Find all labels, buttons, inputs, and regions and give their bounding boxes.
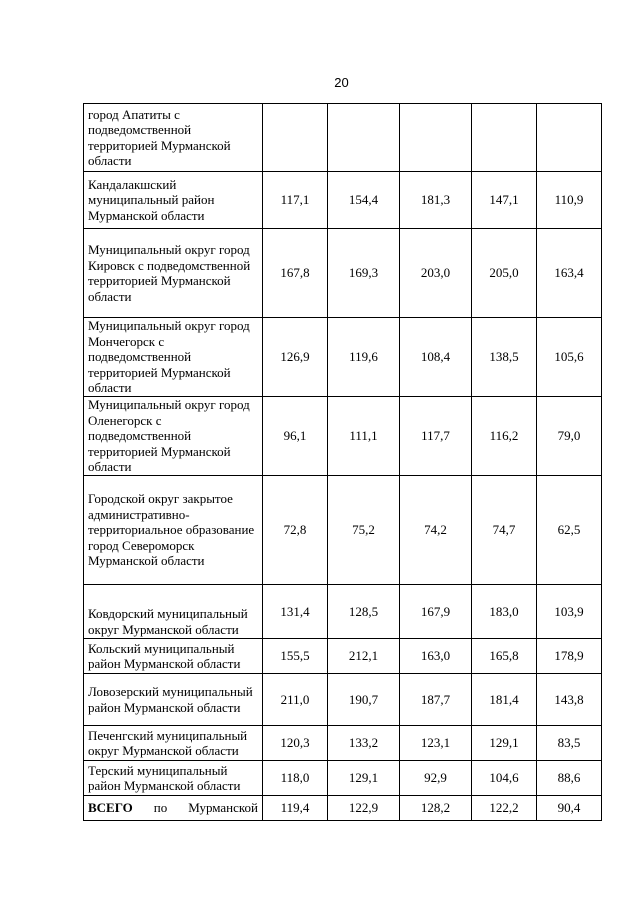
value-cell: 96,1 <box>263 397 328 476</box>
value-cell <box>400 104 472 172</box>
table-row <box>84 761 602 796</box>
value-cell: 129,1 <box>328 761 400 796</box>
region-name-cell: Муниципальный округ город Оленегорск с подведомственной территорией Мурманской области <box>84 397 263 476</box>
total-label-end: Мурманской <box>188 800 258 816</box>
value-cell: 183,0 <box>472 585 537 639</box>
value-cell: 120,3 <box>263 726 328 761</box>
table-row <box>84 476 602 585</box>
region-name-cell: Кольский муниципальный район Мурманской области <box>84 639 263 674</box>
value-cell: 117,1 <box>263 172 328 229</box>
value-cell: 92,9 <box>400 761 472 796</box>
region-name-cell: Муниципальный округ город Кировск с подведомственной территорией Мурманской области <box>84 229 263 318</box>
total-label-mid: по <box>153 800 168 816</box>
value-cell: 147,1 <box>472 172 537 229</box>
table-row <box>84 104 602 172</box>
value-cell <box>263 104 328 172</box>
value-cell: 126,9 <box>263 318 328 397</box>
value-cell: 187,7 <box>400 674 472 726</box>
value-cell: 131,4 <box>263 585 328 639</box>
value-cell: 155,5 <box>263 639 328 674</box>
value-cell <box>328 104 400 172</box>
region-name-cell: город Апатиты с подведомственной территорией Мурманской области <box>84 104 263 172</box>
value-cell: 165,8 <box>472 639 537 674</box>
value-cell: 118,0 <box>263 761 328 796</box>
table-row <box>84 585 602 639</box>
value-cell: 119,6 <box>328 318 400 397</box>
total-label-bold: ВСЕГО <box>88 800 133 816</box>
value-cell: 128,5 <box>328 585 400 639</box>
region-name-cell: Кандалакшский муниципальный район Мурманской области <box>84 172 263 229</box>
table-row <box>84 674 602 726</box>
value-cell: 190,7 <box>328 674 400 726</box>
value-cell: 116,2 <box>472 397 537 476</box>
value-cell: 123,1 <box>400 726 472 761</box>
total-value-cell: 128,2 <box>400 796 472 821</box>
value-cell: 74,7 <box>472 476 537 585</box>
total-value-cell: 119,4 <box>263 796 328 821</box>
data-table <box>83 103 602 821</box>
value-cell: 75,2 <box>328 476 400 585</box>
table-row <box>84 229 602 318</box>
total-value-cell: 122,9 <box>328 796 400 821</box>
value-cell: 203,0 <box>400 229 472 318</box>
region-name-cell: Печенгский муниципальный округ Мурманской области <box>84 726 263 761</box>
region-name-cell: Ковдорский муниципальный округ Мурманской области <box>84 585 263 639</box>
table-row <box>84 172 602 229</box>
value-cell: 108,4 <box>400 318 472 397</box>
value-cell: 129,1 <box>472 726 537 761</box>
value-cell: 74,2 <box>400 476 472 585</box>
total-value-cell: 122,2 <box>472 796 537 821</box>
value-cell: 163,4 <box>537 229 602 318</box>
value-cell: 181,3 <box>400 172 472 229</box>
value-cell: 111,1 <box>328 397 400 476</box>
value-cell: 103,9 <box>537 585 602 639</box>
value-cell: 72,8 <box>263 476 328 585</box>
value-cell: 178,9 <box>537 639 602 674</box>
value-cell: 105,6 <box>537 318 602 397</box>
value-cell: 169,3 <box>328 229 400 318</box>
value-cell: 110,9 <box>537 172 602 229</box>
total-value-cell: 90,4 <box>537 796 602 821</box>
region-name-cell: Муниципальный округ город Мончегорск с подведомственной территорией Мурманской области <box>84 318 263 397</box>
total-label-cell <box>84 796 263 821</box>
value-cell: 163,0 <box>400 639 472 674</box>
value-cell: 117,7 <box>400 397 472 476</box>
table-row <box>84 397 602 476</box>
value-cell: 83,5 <box>537 726 602 761</box>
value-cell: 212,1 <box>328 639 400 674</box>
value-cell: 88,6 <box>537 761 602 796</box>
value-cell: 154,4 <box>328 172 400 229</box>
region-name-cell: Терский муниципальный район Мурманской области <box>84 761 263 796</box>
value-cell: 143,8 <box>537 674 602 726</box>
value-cell: 79,0 <box>537 397 602 476</box>
value-cell: 104,6 <box>472 761 537 796</box>
value-cell: 133,2 <box>328 726 400 761</box>
region-name-cell: Городской округ закрытое административно-территориальное образование город Североморск Мурманской области <box>84 476 263 585</box>
value-cell: 181,4 <box>472 674 537 726</box>
page-number: 20 <box>334 75 349 90</box>
total-row <box>84 796 602 821</box>
value-cell: 167,8 <box>263 229 328 318</box>
region-name-cell: Ловозерский муниципальный район Мурманской области <box>84 674 263 726</box>
table-row <box>84 726 602 761</box>
total-label <box>88 800 258 816</box>
value-cell: 138,5 <box>472 318 537 397</box>
table-row <box>84 639 602 674</box>
value-cell: 62,5 <box>537 476 602 585</box>
value-cell: 211,0 <box>263 674 328 726</box>
table-row <box>84 318 602 397</box>
value-cell: 205,0 <box>472 229 537 318</box>
value-cell <box>472 104 537 172</box>
value-cell <box>537 104 602 172</box>
value-cell: 167,9 <box>400 585 472 639</box>
